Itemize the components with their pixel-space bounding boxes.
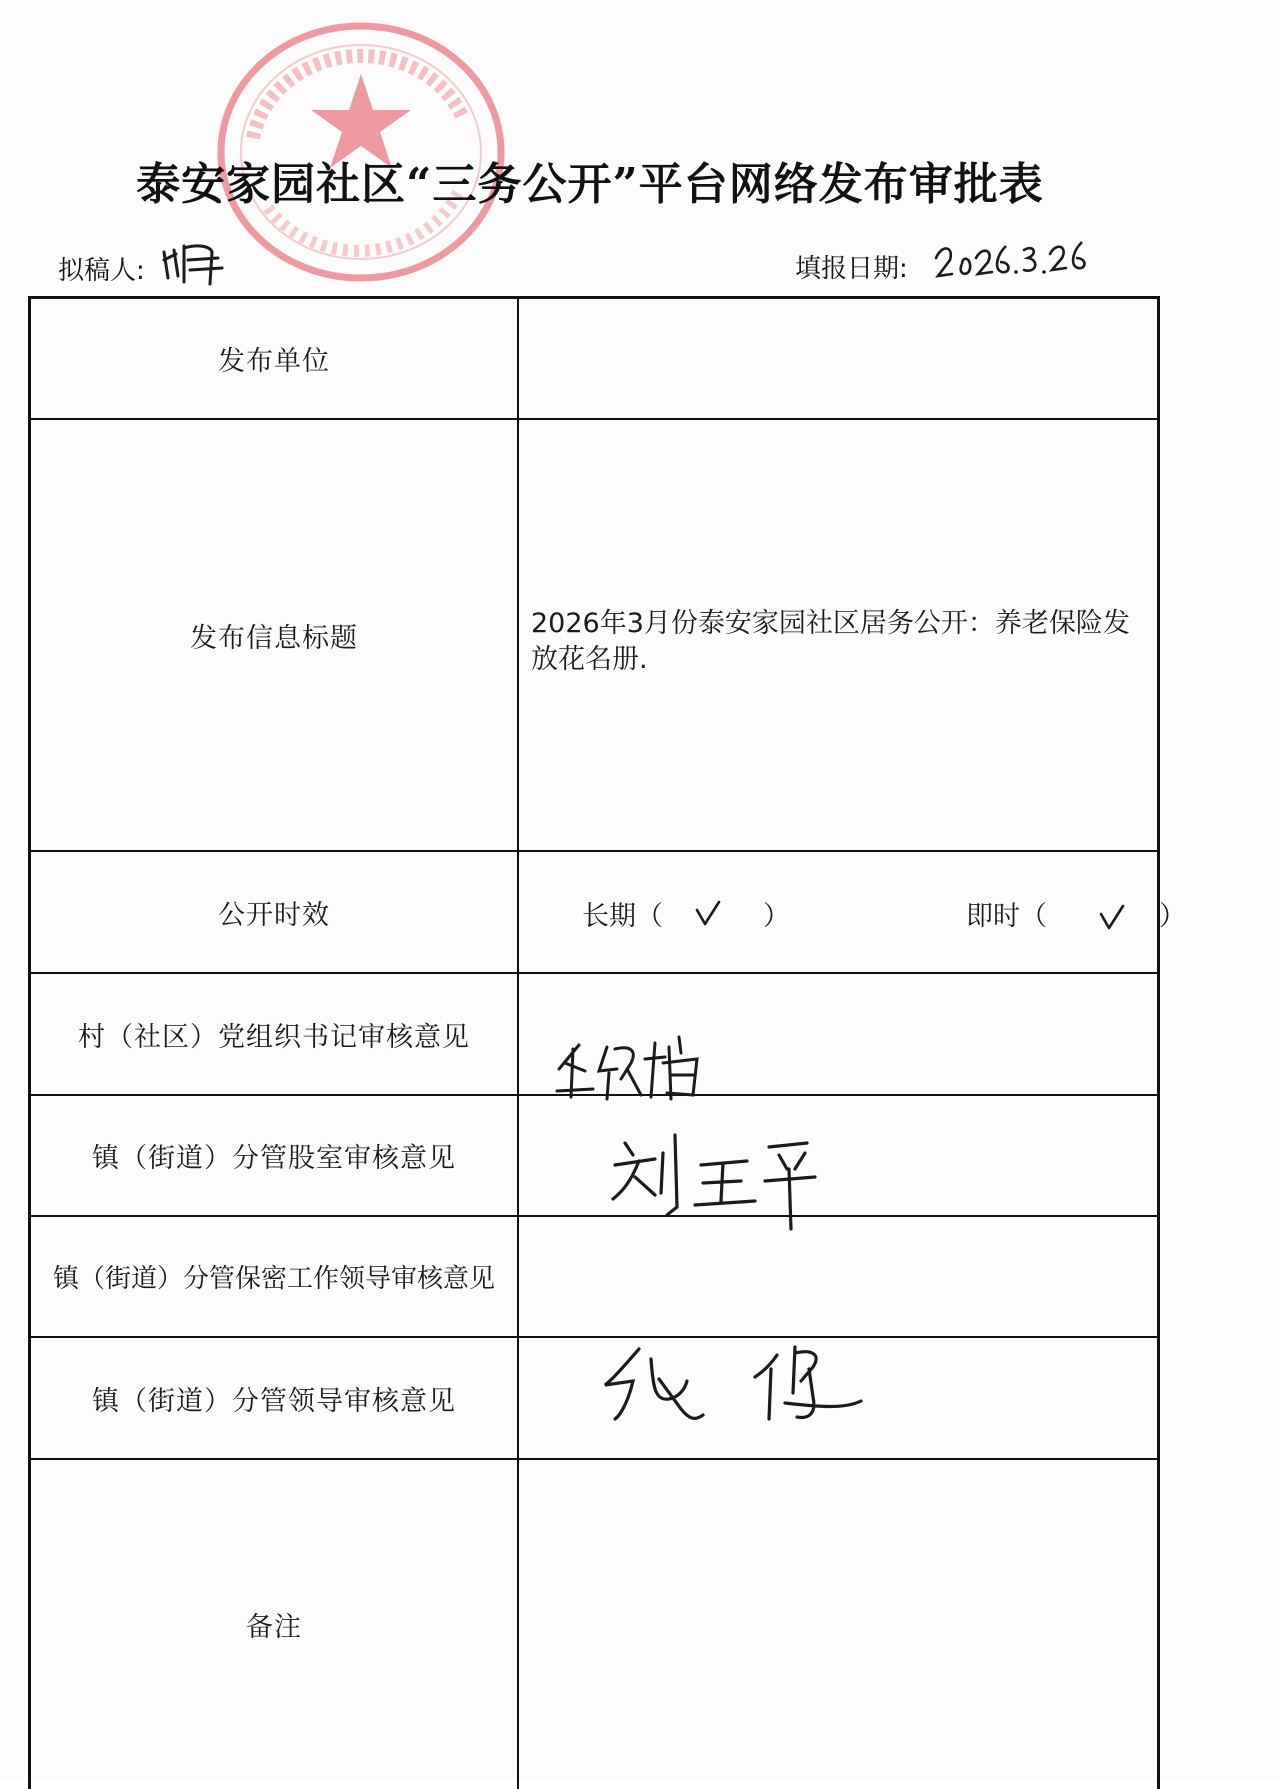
- approval-table: [28, 296, 1186, 1789]
- fill-date-label: 填报日期:: [795, 254, 908, 284]
- table-row-leader-review: [31, 1338, 1157, 1460]
- section-review-signature: [609, 1125, 831, 1233]
- table-row-disclosure-period: [31, 852, 1186, 974]
- immediate-check-icon: [1097, 902, 1127, 932]
- table-row-publishing-unit: [31, 299, 1157, 420]
- leader-review-label: 镇（街道）分管领导审核意见: [31, 1338, 519, 1458]
- option-immediate-close: ）: [1159, 901, 1186, 932]
- info-title-label: 发布信息标题: [31, 420, 519, 850]
- remarks-value: [519, 1460, 1157, 1789]
- info-title-cell: [519, 420, 1157, 850]
- document-title: 泰安家园社区“三务公开”平台网络发布审批表: [136, 159, 1044, 210]
- table-row-section-review: [31, 1096, 1157, 1217]
- section-review-label: 镇（街道）分管股室审核意见: [31, 1096, 519, 1215]
- disclosure-period-options: [519, 852, 1186, 972]
- long-term-check-icon: [693, 898, 723, 928]
- option-immediate-label: 即时（: [966, 901, 1047, 932]
- option-long-term-close: ）: [763, 901, 790, 932]
- party-secretary-review-label: 村（社区）党组织书记审核意见: [31, 974, 519, 1094]
- confidentiality-review-cell: [519, 1217, 1157, 1336]
- table-row-remarks: [31, 1460, 1157, 1789]
- publishing-unit-value: [519, 299, 1157, 418]
- party-secretary-signature: [551, 1029, 711, 1107]
- drafter-label: 拟稿人:: [58, 256, 145, 286]
- info-title-text: 2026年3月份泰安家园社区居务公开：养老保险发放花名册.: [531, 608, 1130, 675]
- fill-date-handwritten: [932, 236, 1092, 288]
- table-row-confidentiality-review: [31, 1217, 1157, 1338]
- table-row-info-title: [31, 420, 1157, 852]
- publishing-unit-label: 发布单位: [31, 299, 519, 418]
- confidentiality-review-label: 镇（街道）分管保密工作领导审核意见: [31, 1217, 519, 1336]
- confidentiality-leader-signature: [599, 1339, 929, 1449]
- drafter-signature: [158, 238, 232, 288]
- option-long-term-label: 长期（: [582, 901, 663, 932]
- remarks-label: 备注: [31, 1460, 519, 1789]
- disclosure-period-label: 公开时效: [31, 852, 519, 972]
